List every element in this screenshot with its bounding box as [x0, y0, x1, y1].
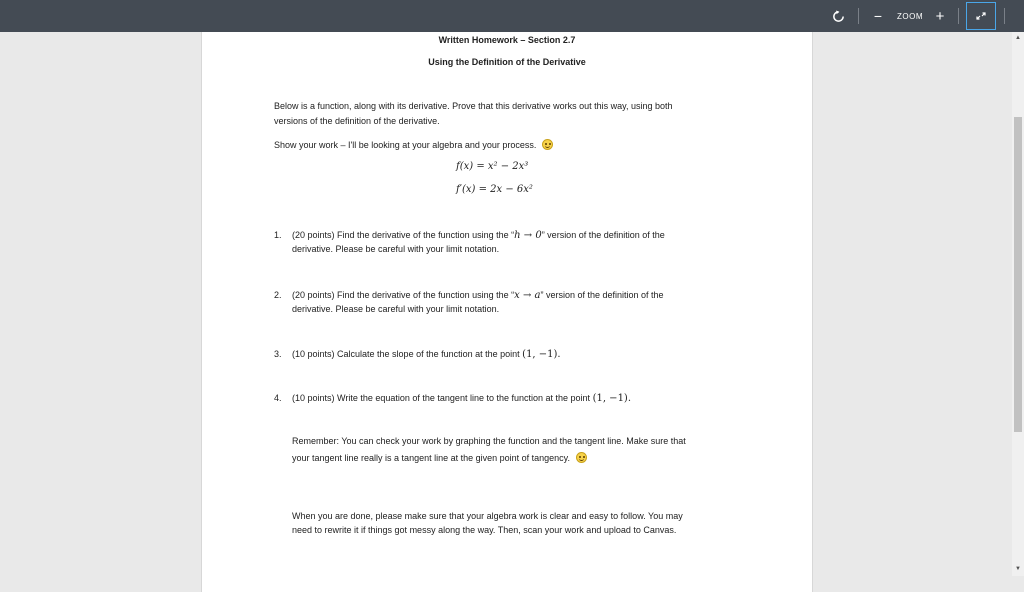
- document-viewer: [0, 32, 1024, 576]
- question-3-point: (1, −1).: [522, 349, 561, 360]
- scroll-down-arrow-icon[interactable]: ▼: [1015, 566, 1021, 572]
- intro-text: versions of the definition of the derivative.: [274, 116, 440, 126]
- question-2-text: derivative. Please be careful with your limit notation.: [292, 304, 500, 314]
- done-text: need to rewrite it if things got messy along the way. Then, scan your work and upload to Canvas.: [292, 525, 677, 535]
- remember-text: your tangent line really is a tangent line at the given point of tangency.: [292, 453, 571, 463]
- scroll-up-arrow-icon[interactable]: ▲: [1015, 35, 1021, 41]
- question-1-text-b: ” version of the definition of the: [541, 230, 665, 240]
- scrollbar-thumb[interactable]: [1014, 117, 1022, 432]
- question-1-number: 1.: [274, 230, 282, 240]
- question-1-text: [292, 228, 665, 243]
- question-3-number: 3.: [274, 349, 282, 359]
- smiley-icon: [542, 139, 553, 150]
- question-4-text-a: (10 points) Write the equation of the tangent line to the function at the point: [292, 393, 591, 403]
- done-text: When you are done, please make sure that your algebra work is clear and easy to follow. You may: [292, 511, 683, 521]
- remember-text: Remember: You can check your work by graphing the function and the tangent line. Make sure that: [292, 436, 686, 446]
- question-3-text: [292, 347, 561, 362]
- exit-fullscreen-icon: [967, 3, 995, 29]
- function-equation: f(x) = x² − 2x³: [456, 161, 529, 172]
- zoom-out-button[interactable]: −: [873, 8, 883, 24]
- document-page: [201, 32, 813, 592]
- toolbar-separator: [858, 8, 859, 24]
- question-4-text: [292, 391, 631, 406]
- question-2-number: 2.: [274, 290, 282, 300]
- intro-text: Below is a function, along with its derivative. Prove that this derivative works out this way, using both: [274, 101, 673, 111]
- question-1-math: h → 0: [514, 230, 542, 241]
- question-4-point: (1, −1).: [592, 393, 632, 404]
- derivative-equation: f′(x) = 2x − 6x²: [456, 184, 533, 195]
- question-1-text-a: (20 points) Find the derivative of the function using the “: [292, 230, 515, 240]
- rotate-button[interactable]: [826, 0, 850, 32]
- show-work-text: Show your work – I'll be looking at your algebra and your process.: [274, 140, 537, 150]
- question-4-number: 4.: [274, 393, 282, 403]
- zoom-in-button[interactable]: +: [935, 7, 945, 25]
- question-2-math: x → a: [514, 290, 541, 301]
- smiley-icon: [576, 452, 587, 463]
- document-title: Written Homework – Section 2.7: [438, 35, 576, 45]
- viewer-toolbar: [0, 0, 1024, 32]
- zoom-label: ZOOM: [897, 11, 923, 21]
- toolbar-separator: [958, 8, 959, 24]
- question-2-text: [292, 288, 664, 303]
- toolbar-separator: [1004, 8, 1005, 24]
- question-3-text-a: (10 points) Calculate the slope of the function at the point: [292, 349, 520, 359]
- question-1-text: derivative. Please be careful with your limit notation.: [292, 244, 500, 254]
- vertical-scrollbar[interactable]: [1012, 32, 1024, 576]
- show-work-line: [274, 138, 553, 152]
- exit-fullscreen-button[interactable]: [966, 2, 996, 30]
- rotate-icon: [832, 10, 845, 23]
- question-2-text-a: (20 points) Find the derivative of the function using the “: [292, 290, 515, 300]
- remember-line: [292, 451, 587, 465]
- question-2-text-b: ” version of the definition of the: [540, 290, 664, 300]
- document-subtitle: Using the Definition of the Derivative: [428, 57, 586, 67]
